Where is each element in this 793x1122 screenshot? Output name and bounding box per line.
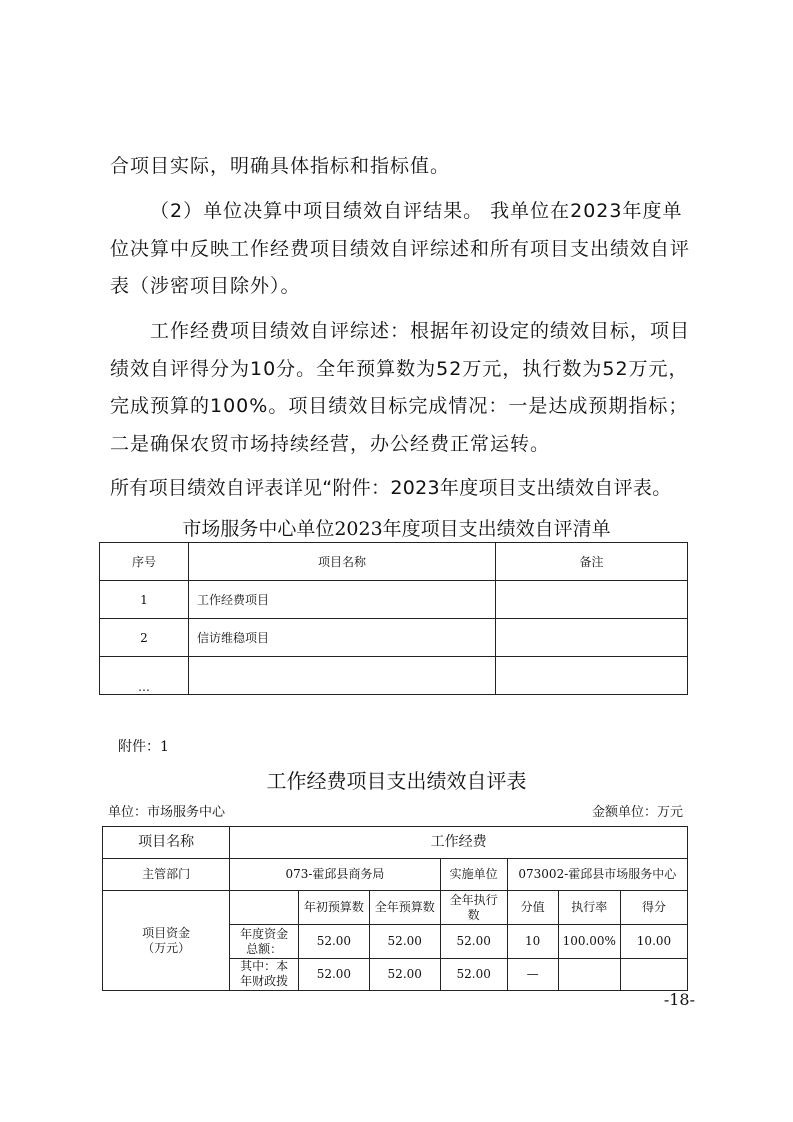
annual-budget: 52.00 bbox=[369, 959, 440, 991]
header-name: 项目名称 bbox=[189, 543, 496, 581]
col-header: 得分 bbox=[620, 891, 687, 925]
row-note bbox=[496, 657, 688, 695]
paragraph-2: （2）单位决算中项目绩效自评结果。 我单位在2023年度单位决算中反映工作经费项目绩效自评综述和所有项目支出绩效自评表（涉密项目除外）。 bbox=[110, 200, 691, 297]
eval-table bbox=[102, 826, 688, 991]
paragraph-4: 所有项目绩效自评表详见“附件：2023年度项目支出绩效自评表。 bbox=[110, 477, 672, 499]
project-list-table bbox=[99, 542, 688, 695]
table-row bbox=[100, 619, 688, 657]
impl-label: 实施单位 bbox=[440, 859, 507, 891]
table-row bbox=[100, 581, 688, 619]
blank-cell bbox=[230, 891, 299, 925]
eval-table-title: 工作经费项目支出绩效自评表 bbox=[266, 769, 527, 793]
row-label: 年度资金总额： bbox=[230, 925, 299, 959]
col-header: 执行率 bbox=[558, 891, 620, 925]
executed-amount: 52.00 bbox=[440, 925, 507, 959]
score-value: — bbox=[507, 959, 558, 991]
page-number: -18- bbox=[663, 990, 695, 1009]
score-value: 10 bbox=[507, 925, 558, 959]
row-note bbox=[496, 581, 688, 619]
row-no: 1 bbox=[100, 581, 189, 619]
col-header: 年初预算数 bbox=[298, 891, 369, 925]
unit-left: 单位：市场服务中心 bbox=[108, 805, 226, 820]
paragraph-3: 工作经费项目绩效自评综述：根据年初设定的绩效目标，项目绩效自评得分为10分。全年预算数为52万元，执行数为52万元，完成预算的100%。项目绩效目标完成情况：一是达成预期指标；二是确保农贸市场持续经营，办公经费正常运转。 bbox=[110, 320, 691, 455]
table-header-row bbox=[100, 543, 688, 581]
execution-rate: 100.00% bbox=[558, 925, 620, 959]
score bbox=[620, 959, 687, 991]
header-note: 备注 bbox=[496, 543, 688, 581]
col-header: 全年预算数 bbox=[369, 891, 440, 925]
score: 10.00 bbox=[620, 925, 687, 959]
list-table-title: 市场服务中心单位2023年度项目支出绩效自评清单 bbox=[182, 518, 611, 540]
funds-label: 项目资金（万元） bbox=[103, 891, 230, 991]
col-header: 分值 bbox=[507, 891, 558, 925]
unit-right: 金额单位：万元 bbox=[591, 805, 683, 820]
executed-amount: 52.00 bbox=[440, 959, 507, 991]
table-row bbox=[100, 657, 688, 695]
row-name: 工作经费项目 bbox=[189, 581, 496, 619]
dept-label: 主管部门 bbox=[103, 859, 230, 891]
impl-value: 073002-霍邱县市场服务中心 bbox=[507, 859, 687, 891]
header-no: 序号 bbox=[100, 543, 189, 581]
dept-value: 073-霍邱县商务局 bbox=[230, 859, 440, 891]
annual-budget: 52.00 bbox=[369, 925, 440, 959]
paragraph-1: 合项目实际，明确具体指标和指标值。 bbox=[110, 155, 451, 177]
row-name bbox=[189, 657, 496, 695]
row-no: … bbox=[100, 657, 189, 695]
initial-budget: 52.00 bbox=[298, 925, 369, 959]
row-label: 其中：本年财政拨 bbox=[230, 959, 299, 991]
attachment-label: 附件：1 bbox=[118, 739, 169, 755]
project-name-value: 工作经费 bbox=[230, 827, 688, 859]
initial-budget: 52.00 bbox=[298, 959, 369, 991]
row-name: 信访维稳项目 bbox=[189, 619, 496, 657]
row-note bbox=[496, 619, 688, 657]
execution-rate bbox=[558, 959, 620, 991]
project-name-label: 项目名称 bbox=[103, 827, 230, 859]
col-header: 全年执行数 bbox=[440, 891, 507, 925]
row-no: 2 bbox=[100, 619, 189, 657]
